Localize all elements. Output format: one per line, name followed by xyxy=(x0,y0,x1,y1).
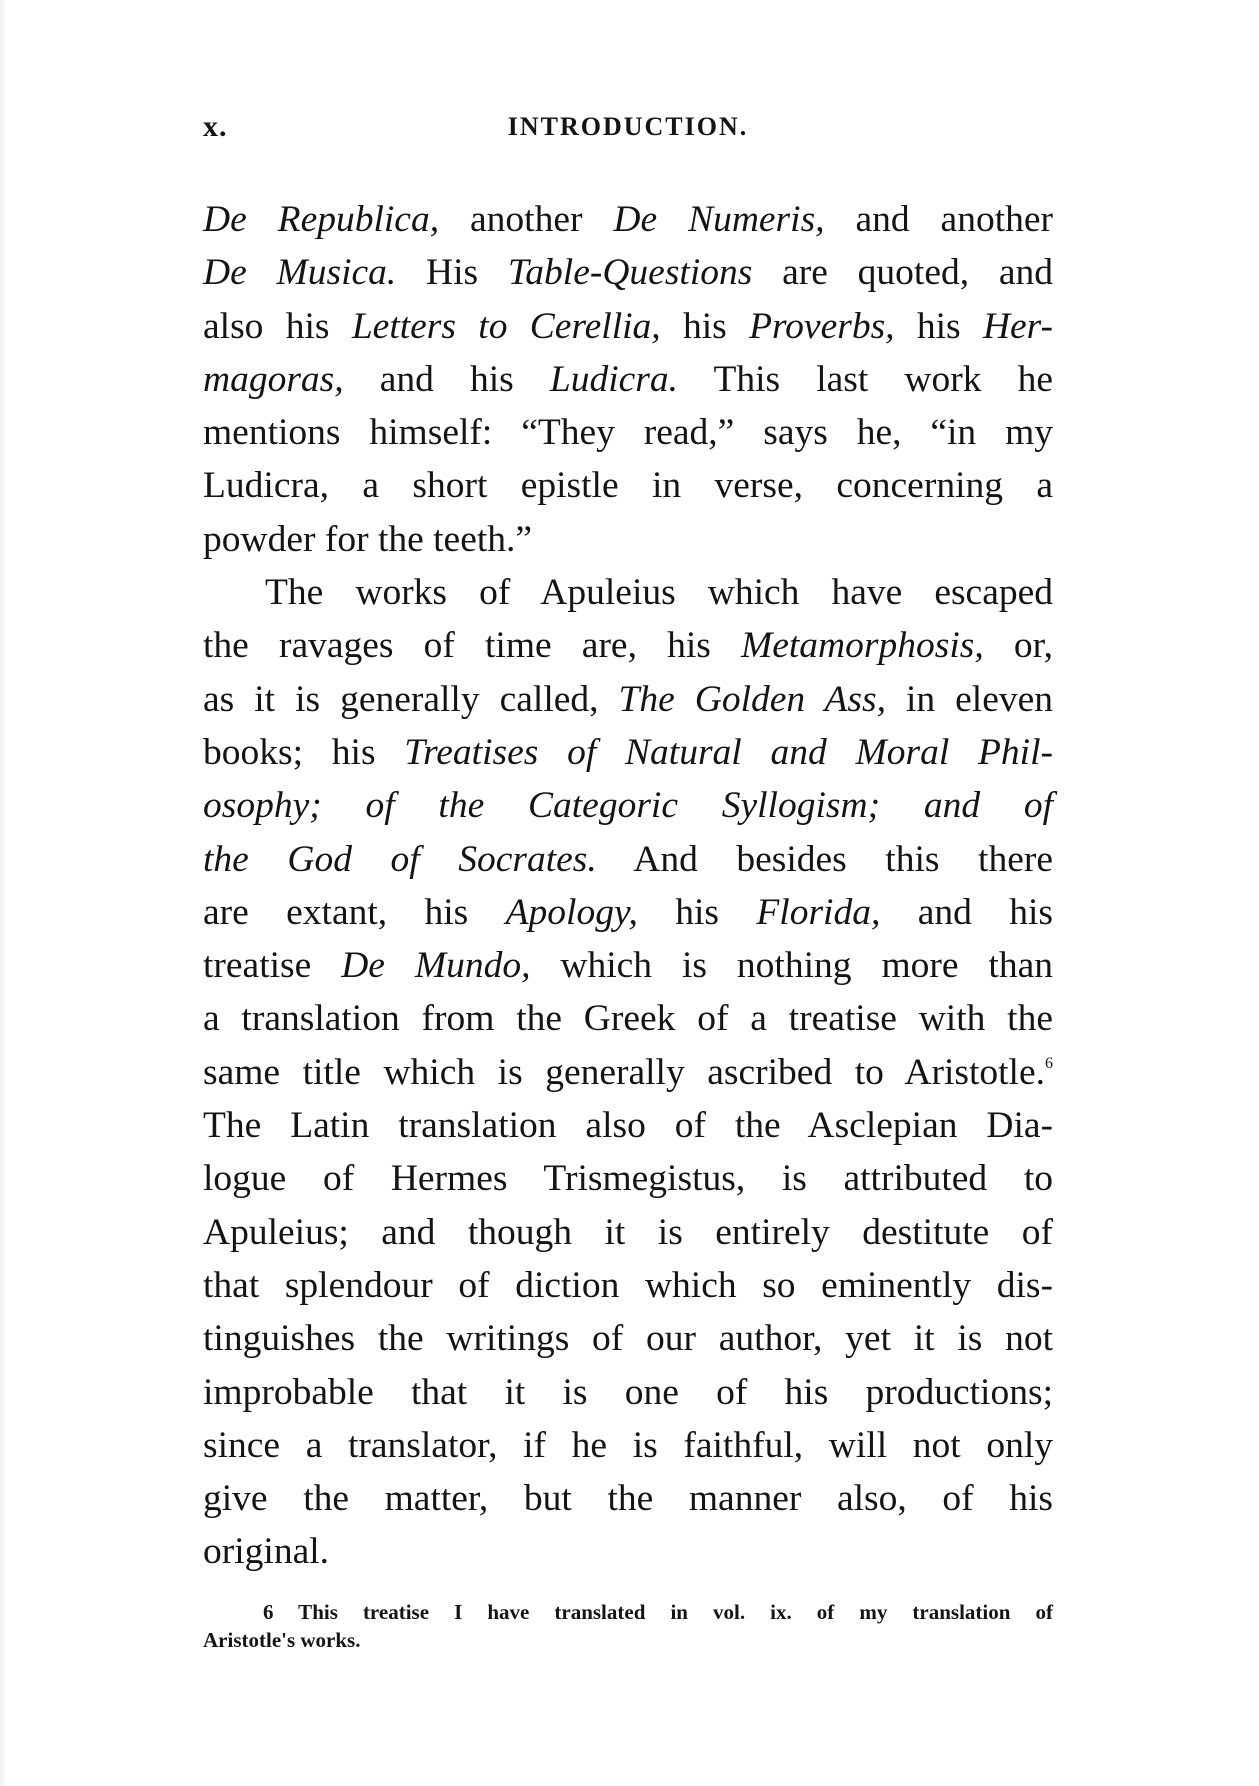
text-line xyxy=(203,300,1053,353)
footnote xyxy=(203,1598,1053,1654)
text-line xyxy=(203,1046,1053,1099)
text-line xyxy=(203,566,1053,619)
text-run: tinguishes the writings of our author, yet it is not xyxy=(203,1318,1053,1360)
text-run: his xyxy=(660,305,750,347)
italic-text: Table-Questions xyxy=(507,252,753,294)
text-line xyxy=(203,513,1053,566)
text-run: Apuleius; and though it is entirely destitute of xyxy=(203,1211,1053,1253)
text-run: since a translator, if he is faithful, will not only xyxy=(203,1424,1053,1466)
text-run: give the matter, but the manner also, of his xyxy=(203,1478,1053,1520)
italic-text: osophy; of the Categoric Syllogism; and of xyxy=(203,785,1053,827)
italic-text: Metamorphosis, xyxy=(741,625,984,667)
text-run: treatise xyxy=(203,945,342,987)
text-line xyxy=(203,886,1053,939)
text-run: mentions himself: “They read,” says he, “in my xyxy=(203,412,1053,454)
italic-text: Treatises of Natural and Moral Phil- xyxy=(404,731,1053,773)
text-run: and another xyxy=(824,199,1054,240)
text-run: as it is generally called, xyxy=(203,678,619,720)
text-line xyxy=(203,459,1053,512)
italic-text: magoras, xyxy=(203,358,344,400)
text-run: logue of Hermes Trismegistus, is attributed to xyxy=(203,1158,1053,1200)
text-line xyxy=(203,1206,1053,1259)
text-line xyxy=(203,1419,1053,1472)
text-line xyxy=(203,1152,1053,1205)
italic-text: De Mundo, xyxy=(341,945,531,987)
text-run: in eleven xyxy=(885,678,1053,720)
body-text xyxy=(203,193,1053,1579)
text-line xyxy=(203,1312,1053,1365)
text-run: Ludicra, a short epistle in verse, concerning a xyxy=(203,465,1053,507)
footnote-line: Aristotle's works. xyxy=(203,1628,361,1652)
text-run: are extant, his xyxy=(203,891,506,933)
text-line xyxy=(203,1472,1053,1525)
text-line xyxy=(203,673,1053,726)
text-run: that splendour of diction which so eminently dis- xyxy=(203,1264,1053,1306)
text-run: his xyxy=(894,305,983,347)
italic-text: De Musica. xyxy=(203,252,397,294)
text-run: The works of Apuleius which have escaped xyxy=(265,572,1053,614)
text-line xyxy=(203,779,1053,832)
text-run: his xyxy=(637,891,757,933)
text-run: original. xyxy=(203,1531,330,1573)
text-line xyxy=(203,833,1053,886)
text-line xyxy=(203,939,1053,992)
page-header xyxy=(203,110,1053,154)
page-number: x. xyxy=(203,110,228,143)
footnote-line: 6 This treatise I have translated in vol. ix. of my translation of xyxy=(263,1600,1053,1624)
text-line xyxy=(203,992,1053,1045)
text-run: His xyxy=(396,252,508,294)
text-line xyxy=(203,1525,1053,1578)
text-run: the ravages of time are, his xyxy=(203,625,741,667)
text-run: powder for the teeth.” xyxy=(203,518,533,560)
text-run: are quoted, and xyxy=(752,252,1054,294)
text-line xyxy=(203,1366,1053,1419)
text-line xyxy=(203,193,1053,246)
italic-text: De Republica, xyxy=(203,199,440,240)
text-line xyxy=(203,619,1053,672)
text-run: and his xyxy=(343,358,550,400)
text-run: books; his xyxy=(203,731,405,773)
text-line xyxy=(203,726,1053,779)
text-run: which is nothing more than xyxy=(530,945,1053,987)
italic-text: Letters to Cerellia, xyxy=(351,305,661,347)
italic-text: Apology, xyxy=(505,891,638,933)
text-run: a translation from the Greek of a treatise with the xyxy=(203,998,1053,1040)
italic-text: Her- xyxy=(982,305,1054,347)
scan-edge-shadow xyxy=(0,0,8,1786)
italic-text: The Golden Ass, xyxy=(618,678,886,720)
text-run: another xyxy=(439,199,614,240)
italic-text: Proverbs, xyxy=(749,305,895,347)
text-run: same title which is generally ascribed to Aristotle. xyxy=(203,1051,1045,1093)
text-run: The Latin translation also of the Asclepian Dia- xyxy=(203,1105,1053,1147)
text-run: And besides this there xyxy=(596,838,1053,880)
italic-text: Ludicra. xyxy=(549,358,679,400)
text-run: This last work he xyxy=(678,358,1053,400)
running-title: INTRODUCTION. xyxy=(507,112,749,141)
text-run: improbable that it is one of his productions; xyxy=(203,1371,1053,1413)
text-run: also his xyxy=(203,305,352,347)
footnote-reference: 6 xyxy=(1045,1054,1053,1072)
text-line xyxy=(203,1259,1053,1312)
text-line xyxy=(203,1099,1053,1152)
italic-text: Florida, xyxy=(756,891,881,933)
italic-text: De Numeris, xyxy=(613,199,825,240)
italic-text: the God of Socrates. xyxy=(203,838,597,880)
text-run: and his xyxy=(880,891,1053,933)
text-line xyxy=(203,353,1053,406)
text-line xyxy=(203,246,1053,299)
text-line xyxy=(203,406,1053,459)
text-run: or, xyxy=(983,625,1053,667)
